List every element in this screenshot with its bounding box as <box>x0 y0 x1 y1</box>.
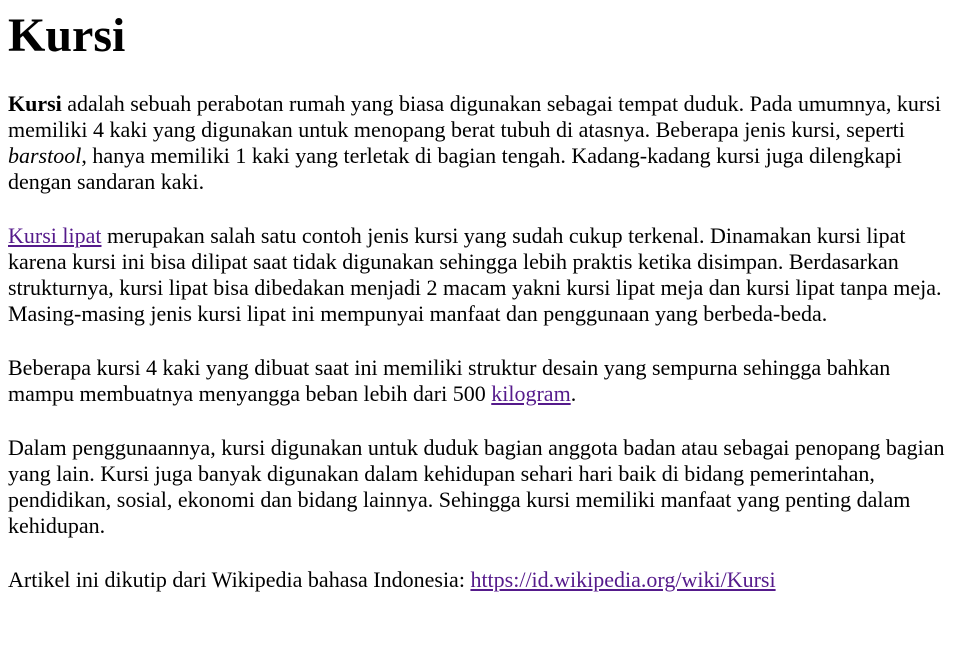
italic-barstool-term: barstool <box>8 143 82 168</box>
paragraph-source <box>8 567 952 593</box>
paragraph-beban <box>8 355 952 407</box>
article-page <box>8 8 952 653</box>
paragraph-source-text: Artikel ini dikutip dari Wikipedia bahasa Indonesia: <box>8 567 471 592</box>
paragraph-beban-text-b: . <box>570 381 577 406</box>
paragraph-kursi-lipat <box>8 223 952 327</box>
paragraph-beban-text-a: Beberapa kursi 4 kaki yang dibuat saat ini memiliki struktur desain yang sempurna sehingga bahkan mampu membuatnya menyangga beban lebih dari 500 <box>8 355 891 406</box>
paragraph-penggunaan-text: Dalam penggunaannya, kursi digunakan untuk duduk bagian anggota badan atau sebagai penopang bagian yang lain. Kursi juga banyak digunakan dalam kehidupan sehari hari baik di bidang pemerintahan, pendidikan, sosial, ekonomi dan bidang lainnya. Sehingga kursi memiliki manfaat yang penting dalam kehidupan. <box>8 435 945 538</box>
kilogram-link[interactable]: kilogram <box>491 381 571 406</box>
wikipedia-url-link[interactable]: https://id.wikipedia.org/wiki/Kursi <box>470 567 776 592</box>
paragraph-kursi-lipat-text: merupakan salah satu contoh jenis kursi yang sudah cukup terkenal. Dinamakan kursi lipat karena kursi ini bisa dilipat saat tidak digunakan sehingga lebih praktis ketika disimpan. Berdasarkan strukturnya, kursi lipat bisa dibedakan menjadi 2 macam yakni kursi lipat meja dan kursi lipat tanpa meja. Masing-masing jenis kursi lipat ini mempunyai manfaat dan penggunaan yang berbeda-beda. <box>8 223 942 326</box>
bold-lead-term: Kursi <box>8 91 62 116</box>
page-title: Kursi <box>8 9 126 62</box>
paragraph-intro-text-b: , hanya memiliki 1 kaki yang terletak di bagian tengah. Kadang-kadang kursi juga dilengkapi dengan sandaran kaki. <box>8 143 902 194</box>
paragraph-intro-text-a: adalah sebuah perabotan rumah yang biasa digunakan sebagai tempat duduk. Pada umumnya, kursi memiliki 4 kaki yang digunakan untuk menopang berat tubuh di atasnya. Beberapa jenis kursi, seperti <box>8 91 941 142</box>
kursi-lipat-link[interactable]: Kursi lipat <box>8 223 102 248</box>
paragraph-intro <box>8 91 952 195</box>
paragraph-penggunaan <box>8 435 952 539</box>
